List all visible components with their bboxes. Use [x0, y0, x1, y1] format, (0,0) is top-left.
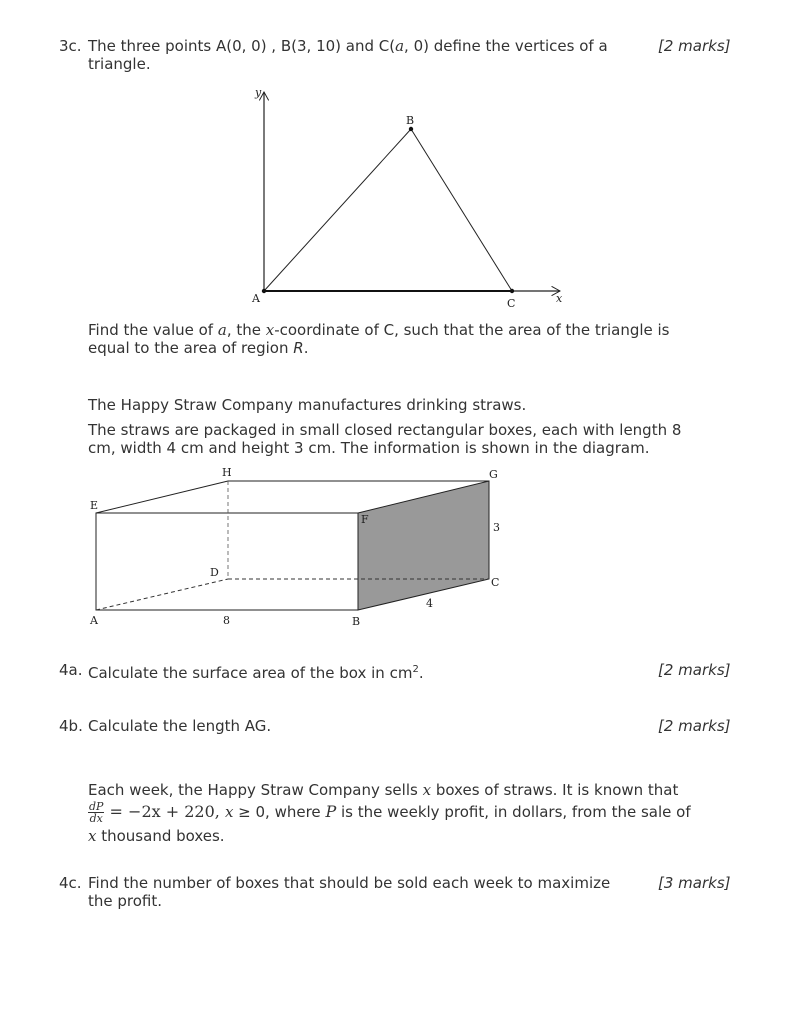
- label-x-axis: x: [556, 292, 563, 305]
- superscript-2: 2: [412, 664, 419, 675]
- profit-line3: [88, 827, 738, 845]
- profit-condition: ≥ 0, where: [233, 803, 326, 821]
- label-d: D: [210, 566, 219, 579]
- var-r: R: [293, 339, 304, 357]
- profit-line1-end: boxes of straws. It is known that: [431, 781, 679, 799]
- find-part3: -coordinate of C, such that the area of the triangle is: [274, 321, 670, 339]
- derivative-fraction: [88, 801, 104, 824]
- find-line2: equal to the area of region: [88, 339, 294, 357]
- triangle-diagram: [240, 80, 580, 310]
- profit-line1: Each week, the Happy Straw Company sells: [88, 781, 423, 799]
- packaging-line2: cm, width 4 cm and height 3 cm. The information is shown in the diagram.: [88, 439, 650, 457]
- label-width: 4: [426, 597, 433, 610]
- marks-3c: [2 marks]: [658, 37, 731, 55]
- question-3c-line2: triangle.: [88, 55, 151, 73]
- edge-eh: [96, 481, 228, 513]
- question-3c-text: [88, 37, 648, 73]
- hidden-edge-ad: [96, 579, 228, 610]
- question-4b-text: Calculate the length AG.: [88, 717, 272, 735]
- box-diagram: [80, 462, 520, 632]
- point-c: [510, 289, 514, 293]
- var-x: x: [224, 803, 234, 821]
- label-g: G: [489, 468, 498, 481]
- label-a: A: [252, 292, 260, 305]
- question-3c-line1-end: , 0) define the vertices of a: [404, 37, 608, 55]
- point-a: [262, 289, 266, 293]
- marks-4a: [2 marks]: [658, 661, 731, 679]
- find-part1: Find the value of: [88, 321, 218, 339]
- question-4c-text: [88, 874, 648, 910]
- shaded-face-bcgf: [358, 481, 489, 610]
- find-part2: , the: [226, 321, 266, 339]
- marks-4c: [3 marks]: [658, 874, 731, 892]
- find-line2-end: .: [303, 339, 309, 357]
- side-ab: [264, 129, 411, 291]
- question-4a-body: Calculate the surface area of the box in cm: [88, 664, 413, 682]
- label-a: A: [90, 614, 98, 627]
- side-bc: [411, 129, 512, 291]
- label-b: B: [406, 114, 415, 127]
- profit-line2-end: is the weekly profit, in dollars, from the sale of: [336, 803, 691, 821]
- packaging-line1: The straws are packaged in small closed rectangular boxes, each with length 8: [88, 421, 682, 439]
- label-c: C: [491, 576, 500, 589]
- var-a: a: [217, 321, 227, 339]
- intro-company: The Happy Straw Company manufactures drinking straws.: [88, 396, 527, 414]
- profit-line3-end: thousand boxes.: [96, 827, 225, 845]
- question-number-3c: 3c.: [59, 37, 82, 55]
- profit-equation-line: [88, 801, 748, 824]
- var-a: a: [395, 37, 405, 55]
- var-p: P: [325, 802, 337, 821]
- question-3c-find-text: [88, 321, 728, 357]
- point-b: [409, 127, 413, 131]
- label-y-axis: y: [255, 86, 262, 99]
- question-4c-line2: the profit.: [88, 892, 163, 910]
- question-4a-text: [88, 661, 424, 682]
- var-x: x: [88, 827, 97, 845]
- label-length: 8: [223, 614, 230, 627]
- label-e: E: [90, 499, 99, 512]
- question-number-4a: 4a.: [59, 661, 83, 679]
- label-b: B: [352, 615, 361, 628]
- intro-packaging: [88, 421, 728, 457]
- var-x: x: [265, 321, 275, 339]
- question-4a-end: .: [418, 664, 424, 682]
- question-number-4b: 4b.: [59, 717, 83, 735]
- derivative-denominator: dx: [89, 812, 103, 825]
- var-x: x: [422, 781, 432, 799]
- question-number-4c: 4c.: [59, 874, 82, 892]
- label-f: F: [361, 513, 369, 526]
- question-4c-line1: Find the number of boxes that should be sold each week to maximize: [88, 874, 611, 892]
- label-c: C: [507, 297, 516, 310]
- label-h: H: [222, 466, 232, 479]
- derivative-numerator: dP: [89, 800, 104, 813]
- profit-equation: = −2x + 220,: [104, 802, 225, 821]
- front-face-abfe: [96, 513, 358, 610]
- label-height: 3: [493, 521, 500, 534]
- marks-4b: [2 marks]: [658, 717, 731, 735]
- profit-paragraph: [88, 781, 738, 799]
- question-3c-line1: The three points A(0, 0) , B(3, 10) and C(: [88, 37, 396, 55]
